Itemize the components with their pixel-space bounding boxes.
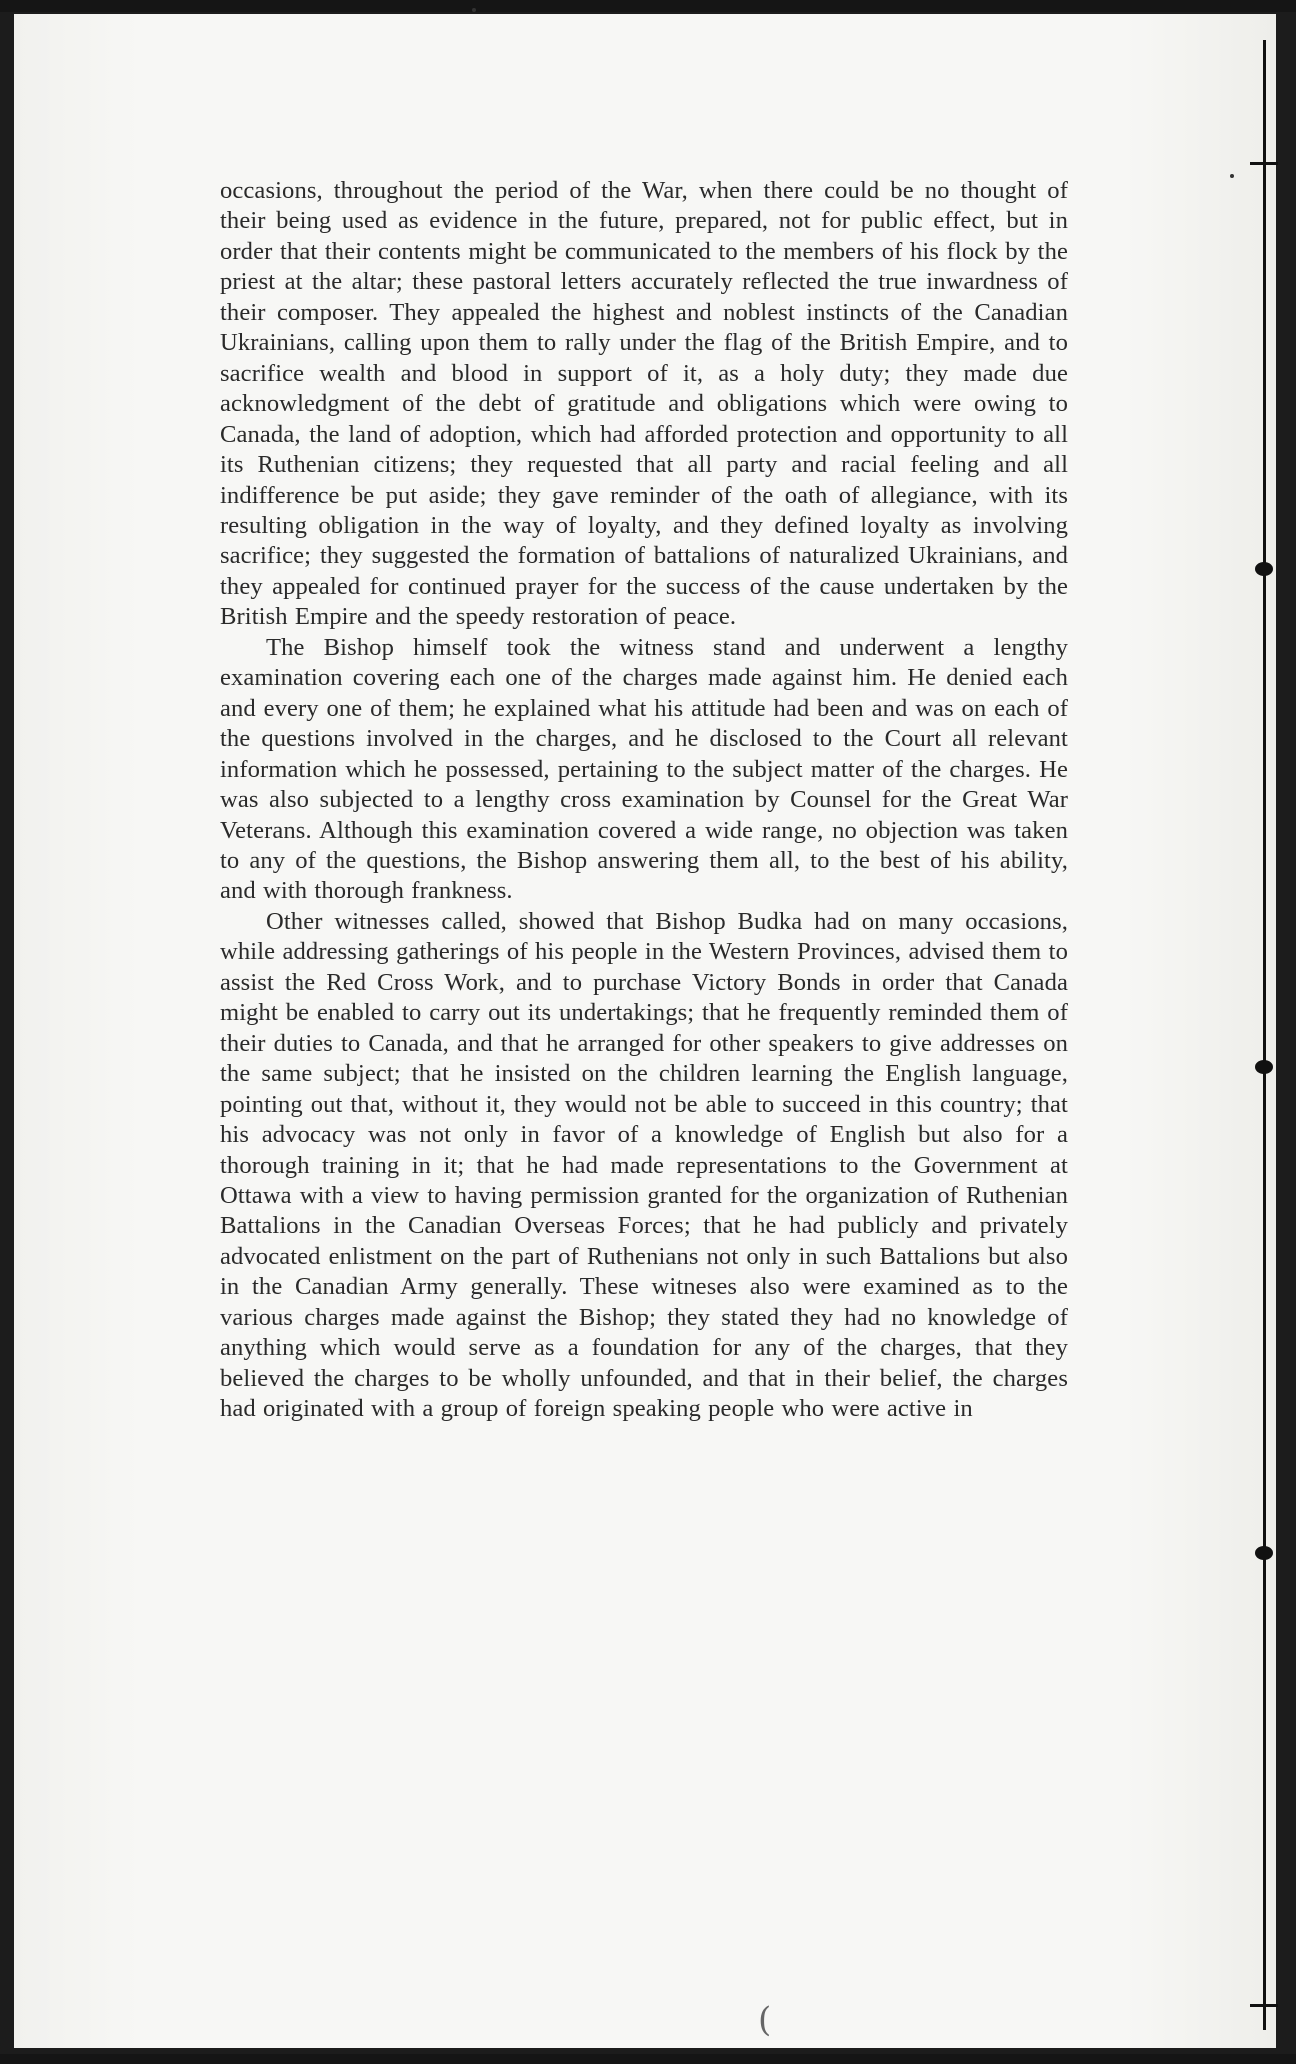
paragraph: Other witnesses called, showed that Bishop Budka had on many occasions, while addressing gatherings of his people in the Western Provinces, advised them to assist the Red Cross Work, and to purchase Victory Bonds in order that Canada might be enabled to carry out its undertakings; that he frequently reminded them of their duties to Canada, and that he arranged for other speakers to give addresses on the same subject; that he insisted on the children learning the English language, pointing out that, without it, they would not be able to succeed in this country; that his advocacy was not only in favor of a knowledge of English but also for a thorough training in it; that he had made representations to the Government at Ottawa with a view to having permission granted for the organization of Ruthenian Battalions in the Canadian Overseas Forces; that he had publicly and privately advocated enlistment on the part of Ruthenians not only in such Battalions but also in the Canadian Army generally. These witneses also were examined as to the various charges made against the Bishop; they stated they had no knowledge of anything which would serve as a foundation for any of the charges, that they believed the charges to be wholly unfounded, and that in their belief, the charges had originated with a group of foreign speaking people who were active in: [220, 907, 1068, 1423]
body-text: [220, 176, 1068, 1425]
scan-speck: [472, 8, 476, 12]
binding-tick-mark: [1250, 162, 1278, 165]
scan-bottom-border: [0, 2054, 1296, 2064]
binding-tick-mark: [1250, 2004, 1278, 2007]
scan-speck: [1230, 174, 1234, 178]
paragraph: The Bishop himself took the witness stand and underwent a lengthy examination covering each one of the charges made against him. He denied each and every one of them; he explained what his attitude had been and was on each of the questions involved in the charges, and he disclosed to the Court all relevant information which he possessed, pertaining to the subject matter of the charges. He was also subjected to a lengthy cross examination by Counsel for the Great War Veterans. Although this examination covered a wide range, no objection was taken to any of the questions, the Bishop answering them all, to the best of his ability, and with thorough frankness.: [220, 633, 1068, 905]
binding-rivet: [1255, 562, 1273, 576]
binding-rivet: [1255, 1060, 1273, 1074]
binding-rivet: [1255, 1546, 1273, 1560]
scan-top-border: [0, 0, 1296, 12]
footer-mark: (: [758, 2000, 772, 2040]
paragraph: occasions, throughout the period of the War, when there could be no thought of their being used as evidence in the future, prepared, not for public effect, but in order that their contents might be communicated to the members of his flock by the priest at the altar; these pastoral letters accurately reflected the true inwardness of their composer. They appealed the highest and noblest instincts of the Canadian Ukrainians, calling upon them to rally under the flag of the British Empire, and to sacrifice wealth and blood in support of it, as a holy duty; they made due acknowledgment of the debt of gratitude and obligations which were owing to Canada, the land of adoption, which had afforded protection and opportunity to all its Ruthenian citizens; they requested that all party and racial feeling and all indifference be put aside; they gave reminder of the oath of allegiance, with its resulting obligation in the way of loyalty, and they defined loyalty as involving sacrifice; they suggested the formation of battalions of naturalized Ukrainians, and they appealed for continued prayer for the success of the cause undertaken by the British Empire and the speedy restoration of peace.: [220, 177, 1068, 631]
binding-rail: [1263, 40, 1266, 2030]
